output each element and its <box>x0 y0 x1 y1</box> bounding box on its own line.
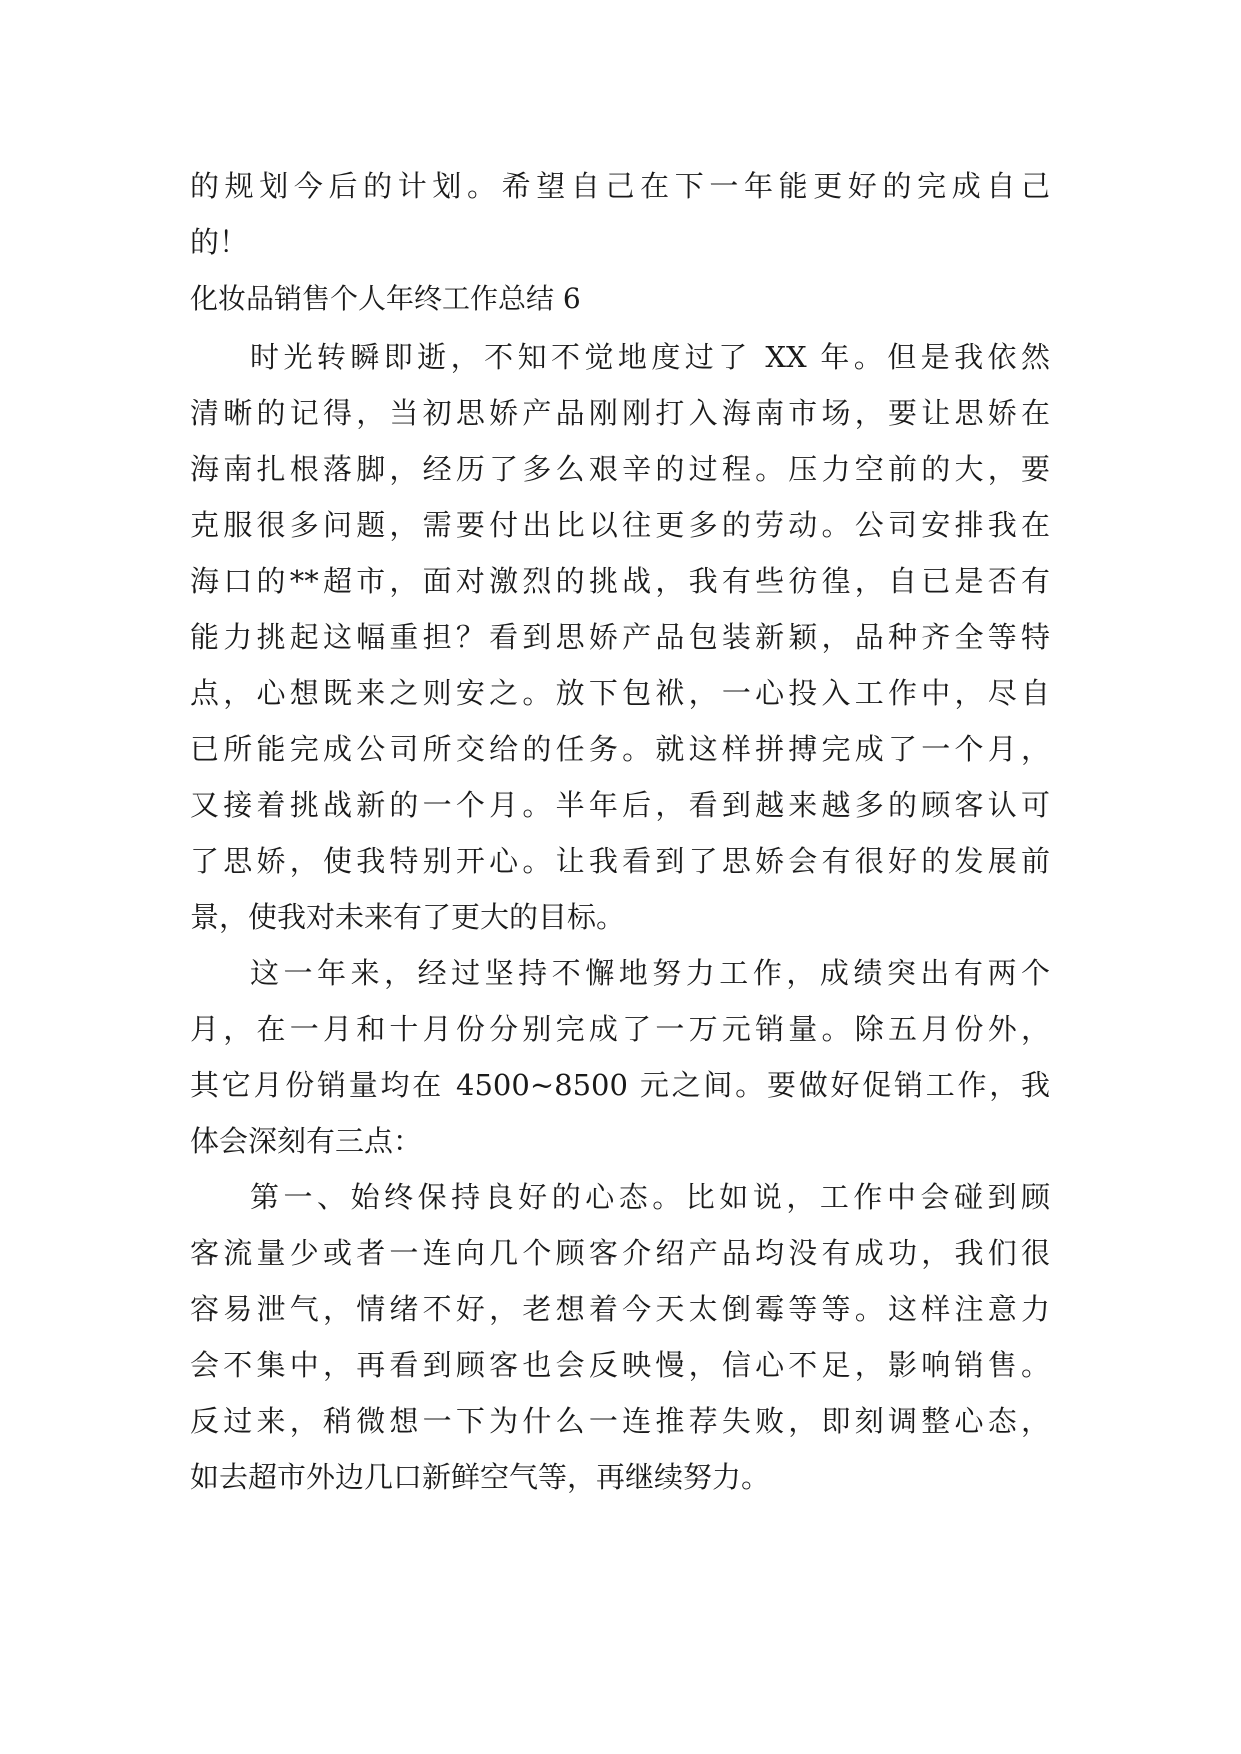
text-line: 克服很多问题，需要付出比以往更多的劳动。公司安排我在 <box>190 508 1050 542</box>
section-heading: 化妆品销售个人年终工作总结 6 <box>190 282 581 315</box>
text-line: 月，在一月和十月份分别完成了一万元销量。除五月份外， <box>190 1012 1050 1046</box>
text-line: 又接着挑战新的一个月。半年后，看到越来越多的顾客认可 <box>190 788 1050 822</box>
text-line: 容易泄气，情绪不好，老想着今天太倒霉等等。这样注意力 <box>190 1292 1050 1326</box>
paragraph-first-line: 第一、始终保持良好的心态。比如说，工作中会碰到顾 <box>250 1180 1050 1214</box>
text-line: 如去超市外边几口新鲜空气等，再继续努力。 <box>190 1460 771 1494</box>
text-line: 反过来，稍微想一下为什么一连推荐失败，即刻调整心态， <box>190 1404 1050 1438</box>
text-line: 的！ <box>190 225 249 259</box>
text-line: 海南扎根落脚，经历了多么艰辛的过程。压力空前的大，要 <box>190 452 1050 486</box>
text-line: 景，使我对未来有了更大的目标。 <box>190 900 626 934</box>
text-line: 会不集中，再看到顾客也会反映慢，信心不足，影响销售。 <box>190 1348 1050 1382</box>
text-line: 已所能完成公司所交给的任务。就这样拼搏完成了一个月， <box>190 732 1050 766</box>
text-line: 点，心想既来之则安之。放下包袱，一心投入工作中，尽自 <box>190 676 1050 710</box>
paragraph-first-line: 时光转瞬即逝，不知不觉地度过了 XX 年。但是我依然 <box>250 340 1050 374</box>
text-line: 体会深刻有三点： <box>190 1124 423 1158</box>
text-line: 其它月份销量均在 4500~8500 元之间。要做好促销工作，我 <box>190 1068 1050 1102</box>
text-line: 客流量少或者一连向几个顾客介绍产品均没有成功，我们很 <box>190 1236 1050 1270</box>
text-line: 了思娇，使我特别开心。让我看到了思娇会有很好的发展前 <box>190 844 1050 878</box>
text-line: 的规划今后的计划。希望自己在下一年能更好的完成自己 <box>190 169 1050 203</box>
text-line: 海口的**超市，面对激烈的挑战，我有些彷徨，自已是否有 <box>190 564 1050 598</box>
text-line: 能力挑起这幅重担？看到思娇产品包装新颖，品种齐全等特 <box>190 620 1050 654</box>
text-line: 清晰的记得，当初思娇产品刚刚打入海南市场，要让思娇在 <box>190 396 1050 430</box>
paragraph-first-line: 这一年来，经过坚持不懈地努力工作，成绩突出有两个 <box>250 956 1050 990</box>
